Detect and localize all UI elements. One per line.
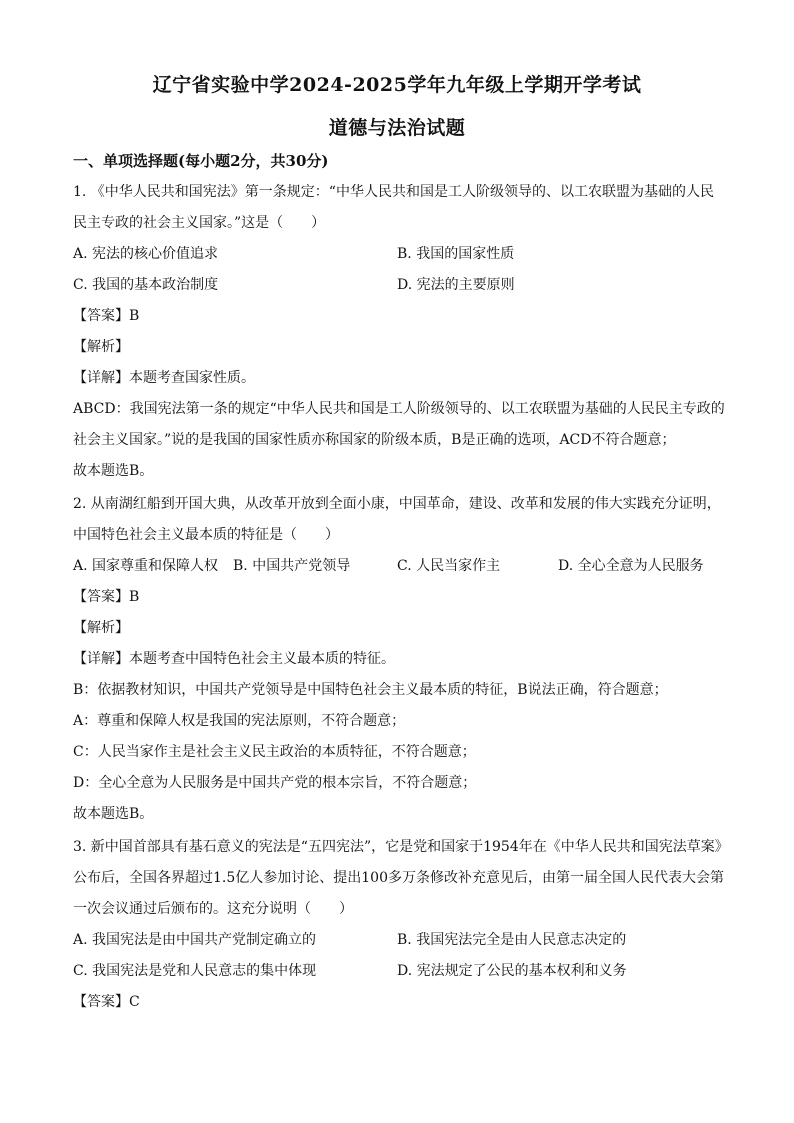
section-heading: 一、单项选择题(每小题2分，共30分) <box>73 152 329 170</box>
q1-analysis-label: 【解析】 <box>73 339 129 355</box>
q2-stem-line2: 中国特色社会主义最本质的特征是（ ） <box>73 527 339 543</box>
q2-option-b: B. 中国共产党领导 <box>233 558 351 574</box>
q1-option-b: B. 我国的国家性质 <box>397 246 515 262</box>
q2-explanation-d: D：全心全意为人民服务是中国共产党的根本宗旨，不符合题意； <box>73 775 477 791</box>
q2-detail: 【详解】本题考查中国特色社会主义最本质的特征。 <box>73 651 395 667</box>
document-subtitle: 道德与法治试题 <box>328 117 466 139</box>
q2-stem-line1: 2. 从南湖红船到开国大典，从改革开放到全面小康，中国革命，建设、改革和发展的伟大实践充分证明， <box>73 496 721 512</box>
q2-explanation-c: C：人民当家作主是社会主义民主政治的本质特征，不符合题意； <box>73 744 476 760</box>
q3-option-b: B. 我国宪法完全是由人民意志决定的 <box>397 932 627 948</box>
q2-analysis-label: 【解析】 <box>73 620 129 636</box>
q3-option-c: C. 我国宪法是党和人民意志的集中体现 <box>73 963 317 979</box>
q1-answer: 【答案】B <box>73 308 140 324</box>
q1-explanation-line2: 社会主义国家。”说的是我国的国家性质亦称国家的阶级本质，B是正确的选项，ACD不符合题意； <box>73 432 676 448</box>
q1-stem-line2: 民主专政的社会主义国家。”这是（ ） <box>73 215 326 231</box>
q1-option-c: C. 我国的基本政治制度 <box>73 277 219 293</box>
q1-detail: 【详解】本题考查国家性质。 <box>73 370 255 386</box>
q1-stem-line1: 1. 《中华人民共和国宪法》第一条规定：“中华人民共和国是工人阶级领导的、以工农联盟为基础的人民 <box>73 184 714 200</box>
q3-option-a: A. 我国宪法是由中国共产党制定确立的 <box>73 932 317 948</box>
q1-conclusion: 故本题选B。 <box>73 463 154 479</box>
q3-stem-line2: 公布后，全国各界超过1.5亿人参加讨论、提出100多万条修改补充意见后，由第一届全国人民代表大会第 <box>73 870 724 886</box>
q3-option-d: D. 宪法规定了公民的基本权利和义务 <box>397 963 627 979</box>
q2-explanation-b: B：依据教材知识，中国共产党领导是中国特色社会主义最本质的特征，B说法正确，符合题意； <box>73 682 668 698</box>
q2-option-d: D. 全心全意为人民服务 <box>558 558 704 574</box>
q3-answer: 【答案】C <box>73 994 140 1010</box>
q3-stem-line1: 3. 新中国首部具有基石意义的宪法是“五四宪法”，它是党和国家于1954年在《中华人民共和国宪法草案》 <box>73 839 729 855</box>
q1-option-d: D. 宪法的主要原则 <box>397 277 515 293</box>
document-title: 辽宁省实验中学2024-2025学年九年级上学期开学考试 <box>152 74 642 96</box>
q2-conclusion: 故本题选B。 <box>73 806 154 822</box>
q3-stem-line3: 一次会议通过后颁布的。这充分说明（ ） <box>73 901 353 917</box>
q2-answer: 【答案】B <box>73 589 140 605</box>
q2-option-a: A. 国家尊重和保障人权 <box>73 558 219 574</box>
q2-option-c: C. 人民当家作主 <box>397 558 501 574</box>
q2-explanation-a: A：尊重和保障人权是我国的宪法原则，不符合题意； <box>73 713 406 729</box>
q1-option-a: A. 宪法的核心价值追求 <box>73 246 219 262</box>
q1-explanation-line1: ABCD：我国宪法第一条的规定“中华人民共和国是工人阶级领导的、以工农联盟为基础的人民民主专政的 <box>73 401 725 417</box>
